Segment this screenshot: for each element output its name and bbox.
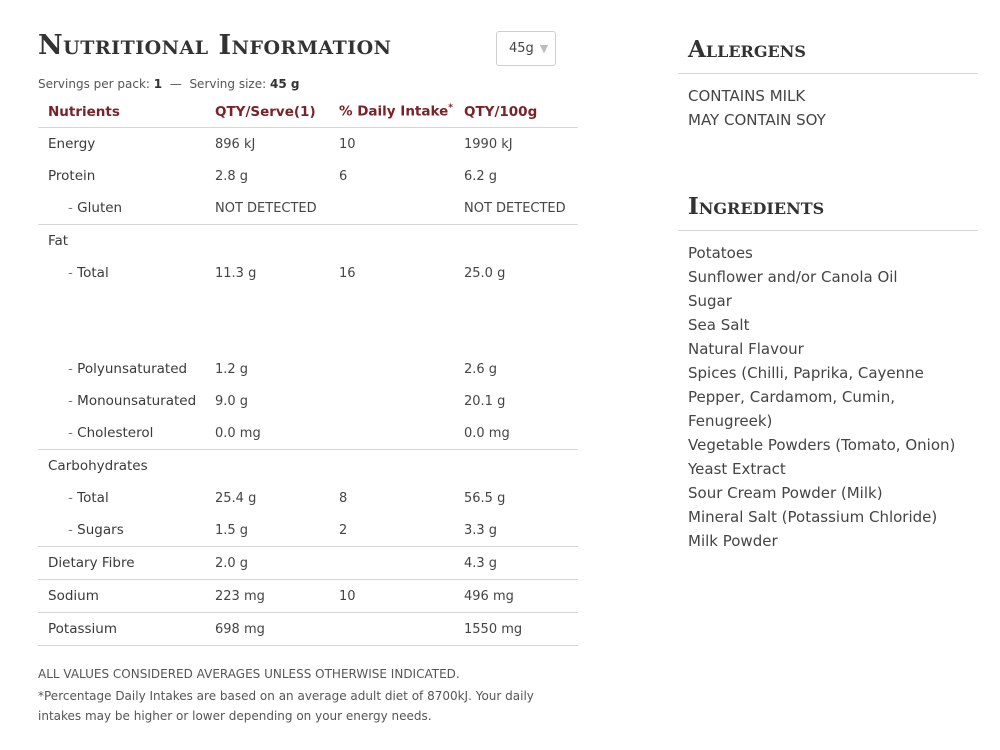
daily-intake (329, 547, 454, 580)
nutrient-name: - Gluten (38, 192, 205, 225)
nutrient-name: Potassium (38, 613, 205, 646)
ingredient-item: Sunflower and/or Canola Oil (688, 268, 898, 286)
nutrient-name: Sodium (38, 580, 205, 613)
table-row (38, 417, 578, 450)
qty-serve: 9.0 g (215, 393, 249, 409)
nutrient-name: Carbohydrates (48, 458, 148, 474)
nutrient-name: - Total (38, 257, 205, 289)
table-row (38, 257, 578, 289)
daily-intake: 10 (329, 580, 454, 613)
allergens-title: Allergens (688, 36, 806, 63)
qty-100g: 56.5 g (464, 490, 506, 506)
daily-intake (329, 613, 454, 646)
qty-100g: 6.2 g (464, 168, 498, 184)
qty-serve: 11.3 g (215, 265, 257, 281)
ingredient-item: Sea Salt (688, 316, 750, 334)
nutrient-name: - Sugars (38, 514, 205, 547)
servings-separator: — (169, 77, 182, 91)
nutrient-name: - Monounsaturated (38, 385, 205, 417)
allergen-item: MAY CONTAIN SOY (688, 111, 826, 129)
allergens-divider (678, 73, 978, 74)
serving-size-amount: 45 g (269, 77, 300, 91)
ingredient-item: Sugar (688, 292, 732, 310)
ingredient-item: Vegetable Powders (Tomato, Onion) (688, 436, 956, 454)
daily-intake (329, 385, 454, 417)
ingredient-item: Sour Cream Powder (Milk) (688, 484, 883, 502)
serving-size-label: Serving size: (189, 77, 267, 91)
daily-intake (329, 417, 454, 450)
qty-100g (454, 289, 578, 353)
table-row (38, 514, 578, 547)
nutrition-table (38, 96, 578, 646)
qty-serve: 2.8 g (215, 168, 249, 184)
servings-per-pack-label: Servings per pack: (38, 77, 150, 91)
table-row (38, 353, 578, 385)
chevron-down-icon: ▼ (539, 42, 549, 55)
serving-size-select[interactable] (496, 31, 556, 66)
ingredient-item: Spices (Chilli, Paprika, Cayenne Pepper, Cardamom, Cumin, Fenugreek) (688, 364, 924, 430)
qty-100g: 4.3 g (454, 547, 578, 580)
nutrition-title: Nutritional Information (38, 30, 392, 61)
daily-intake (329, 289, 454, 353)
header-daily-intake (329, 96, 454, 128)
table-row (38, 225, 578, 258)
qty-100g: 1990 kJ (464, 136, 513, 152)
table-row (38, 613, 578, 646)
qty-serve (205, 289, 329, 353)
qty-serve: 25.4 g (215, 490, 257, 506)
nutrient-name: - Cholesterol (38, 417, 205, 450)
qty-100g: 20.1 g (464, 393, 506, 409)
nutrient-name: - Polyunsaturated (38, 353, 205, 385)
daily-intake: 2 (329, 514, 454, 547)
ingredient-item: Yeast Extract (688, 460, 786, 478)
qty-serve: 896 kJ (215, 136, 256, 152)
qty-serve: 2.0 g (205, 547, 329, 580)
header-daily-intake-label: % Daily Intake (339, 103, 449, 120)
table-row (38, 482, 578, 514)
header-nutrients: Nutrients (38, 96, 205, 128)
qty-100g: 0.0 mg (454, 417, 578, 450)
servings-info (38, 77, 299, 91)
table-row (38, 192, 578, 225)
header-qty-100g: QTY/100g (454, 96, 578, 128)
ingredients-list (688, 241, 978, 553)
nutrient-name: Fat (48, 233, 69, 249)
qty-serve: NOT DETECTED (205, 192, 329, 225)
nutrient-name: Dietary Fibre (38, 547, 205, 580)
nutrition-header-row (38, 96, 578, 128)
daily-intake-asterisk: * (448, 103, 453, 114)
ingredient-item: Mineral Salt (Potassium Chloride) (688, 508, 938, 526)
ingredients-divider (678, 230, 978, 231)
ingredient-item: Potatoes (688, 244, 753, 262)
qty-serve: 698 mg (205, 613, 329, 646)
qty-100g: 2.6 g (464, 361, 498, 377)
table-row (38, 547, 578, 580)
ingredient-item: Milk Powder (688, 532, 778, 550)
averages-note: ALL VALUES CONSIDERED AVERAGES UNLESS OTHERWISE INDICATED. (38, 667, 460, 681)
daily-intake-note: *Percentage Daily Intakes are based on an average adult diet of 8700kJ. Your daily intakes may be higher or lower depending on your energy needs. (38, 689, 534, 723)
daily-intake (329, 353, 454, 385)
nutrient-name: - Total (38, 482, 205, 514)
servings-per-pack-value: 1 (153, 77, 163, 91)
daily-intake: 10 (339, 136, 356, 152)
qty-100g: 25.0 g (464, 265, 506, 281)
allergens-list (688, 84, 826, 132)
daily-intake (329, 225, 454, 258)
qty-100g: 3.3 g (454, 514, 578, 547)
qty-100g: 1550 mg (454, 613, 578, 646)
ingredient-item: Natural Flavour (688, 340, 804, 358)
header-qty-serve: QTY/Serve(1) (205, 96, 329, 128)
daily-intake: 6 (339, 168, 348, 184)
nutrient-name: Protein (48, 168, 96, 184)
qty-serve: 1.2 g (215, 361, 249, 377)
table-row (38, 385, 578, 417)
table-row (38, 128, 578, 161)
qty-serve (205, 450, 329, 483)
qty-serve (205, 225, 329, 258)
qty-100g: 496 mg (454, 580, 578, 613)
qty-100g (454, 225, 578, 258)
qty-serve: 223 mg (205, 580, 329, 613)
daily-intake (329, 450, 454, 483)
table-row (38, 450, 578, 483)
table-row (38, 160, 578, 192)
serving-size-value: 45g (509, 41, 534, 56)
daily-intake: 16 (339, 265, 356, 281)
allergen-item: CONTAINS MILK (688, 87, 806, 105)
table-row (38, 580, 578, 613)
daily-intake: 8 (339, 490, 348, 506)
table-row-blank (38, 289, 578, 353)
qty-serve: 0.0 mg (205, 417, 329, 450)
qty-100g: NOT DETECTED (454, 192, 578, 225)
nutrient-name: Energy (48, 136, 96, 152)
qty-100g (454, 450, 578, 483)
nutrient-name (38, 289, 205, 353)
daily-intake (329, 192, 454, 225)
ingredients-title: Ingredients (688, 193, 825, 220)
qty-serve: 1.5 g (205, 514, 329, 547)
